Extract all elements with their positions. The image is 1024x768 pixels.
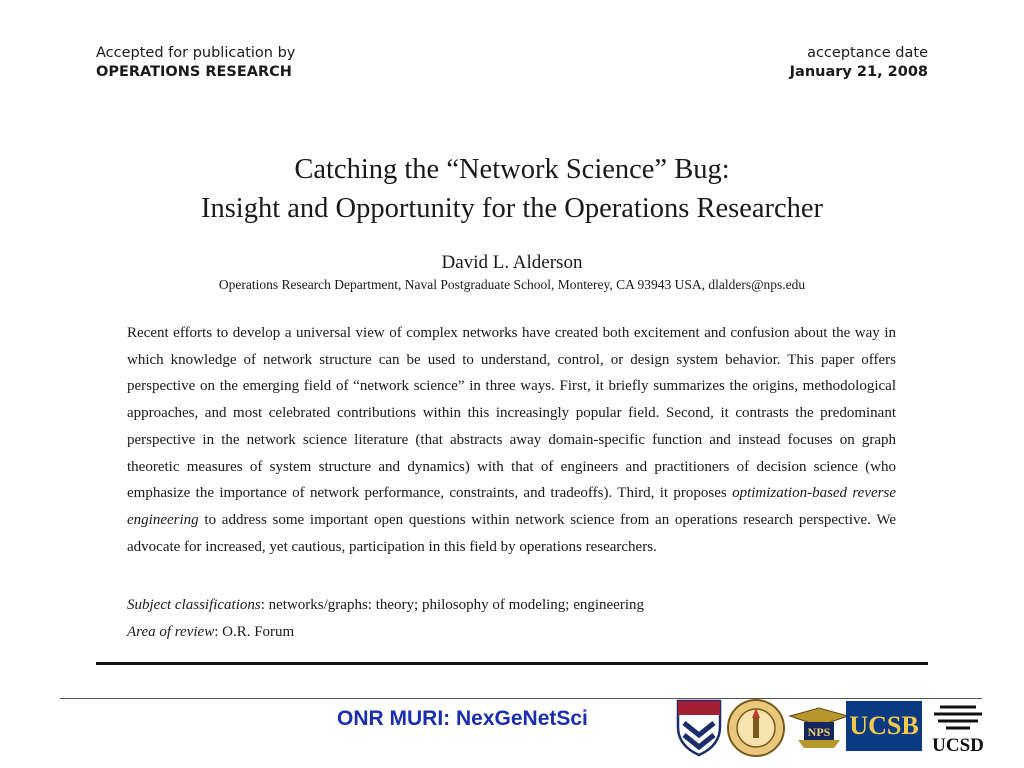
abstract-emphasis: optimization-based reverse engineering	[127, 485, 896, 528]
footer-title: ONR MURI: NexGeNetSci	[337, 707, 588, 730]
area-value: : O.R. Forum	[214, 624, 295, 640]
sponsor-logos	[672, 697, 992, 759]
subject-classifications	[127, 597, 644, 614]
ucsd-text: UCSD	[932, 735, 984, 756]
abstract	[127, 320, 896, 560]
author-name: David L. Alderson	[441, 252, 583, 273]
paper-title	[0, 150, 1024, 228]
acceptance-label: acceptance date	[807, 45, 928, 61]
journal-header	[96, 44, 295, 82]
abstract-text-1: Recent efforts to develop a universal view of complex networks have created both excitement and confusion about the way in which knowledge of network structure can be used to understand, control, or design system behavior. This paper offers perspective on the emerging field of “network science” in three ways. First, it briefly summarizes the origins, methodological approaches, and most celebrated contributions within this increasingly popular field. Second, it contrasts the predominant perspective in the network science literature (that abstracts away domain-specific function and instead focuses on graph theoretic measures of system structure and dynamics) with that of engineers and practitioners of decision science (who emphasize the importance of network performance, constraints, and tradeoffs). Third, it proposes	[127, 325, 896, 502]
nps-text: NPS	[807, 725, 831, 739]
title-line-1: Catching the “Network Science” Bug:	[294, 154, 730, 185]
subject-label: Subject classifications	[127, 597, 261, 613]
ucsb-logo-icon	[846, 701, 922, 751]
header-divider	[96, 662, 928, 665]
ucsb-text: UCSB	[849, 711, 919, 740]
author-affiliation: Operations Research Department, Naval Postgraduate School, Monterey, CA 93943 USA, dlalders@nps.edu	[218, 277, 806, 292]
abstract-text-2: to address some important open questions within network science from an operations research perspective. We advocate for increased, yet cautious, participation in this field by operations researchers.	[127, 511, 896, 555]
journal-name: OPERATIONS RESEARCH	[96, 64, 292, 80]
subject-value: : networks/graphs: theory; philosophy of modeling; engineering	[260, 597, 645, 613]
acceptance-date: January 21, 2008	[789, 64, 928, 80]
area-of-review	[127, 624, 294, 641]
nps-logo-icon	[788, 702, 850, 752]
title-line-2: Insight and Opportunity for the Operations Researcher	[200, 193, 824, 224]
penn-shield-icon	[674, 697, 724, 757]
acceptance-header	[790, 44, 928, 82]
accepted-line: Accepted for publication by	[96, 45, 296, 61]
caltech-seal-icon	[726, 698, 786, 758]
ucsd-logo-icon	[924, 699, 992, 757]
area-label: Area of review	[127, 624, 215, 640]
